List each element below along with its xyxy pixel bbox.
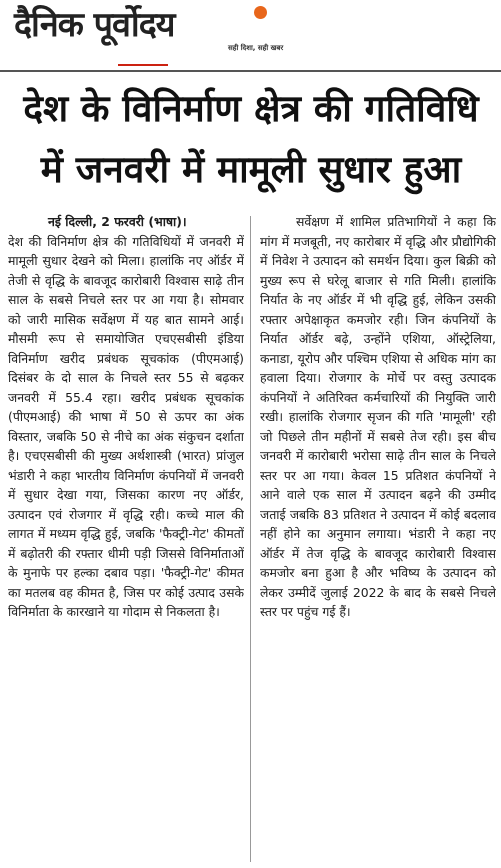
- article-body-right: सर्वेक्षण में शामिल प्रतिभागियों ने कहा कि मांग में मजबूती, नए कारोबार में वृद्धि और प्रौद्योगिकी में निवेश ने उत्पादन को समर्थन दिया। कुल बिक्री को मुख्य रूप से घरेलू बाजार से गति मिली। हालांकि निर्यात के नए ऑर्डर में भी वृद्धि हुई, लेकिन उसकी रफ्तार अपेक्षाकृत कमजोर रही। जिन कंपनियों के निर्यात ऑर्डर बढ़े, उन्होंने एशिया, ऑस्ट्रेलिया, कनाडा, यूरोप और पश्चिम एशिया से अधिक मांग का हवाला दिया। रोजगार के मोर्चे पर वस्तु उत्पादक कंपनियों ने अतिरिक्त कर्मचारियों की नियुक्ति जारी रखी। हालांकि रोजगार सृजन की गति 'मामूली' रही जो पिछले तीन महीनों में सबसे तेज रही। इस बीच जनवरी में कारोबारी भरोसा साढ़े तीन साल के निचले स्तर पर आ गया। केवल 15 प्रतिशत कंपनियों ने आने वाले एक साल में उत्पादन बढ़ने की उम्मीद जताई जबकि 83 प्रतिशत ने उत्पादन में कोई बदलाव नहीं होने का अनुमान लगाया। भंडारी ने कहा नए ऑर्डर में तेज वृद्धि के बावजूद कारोबारी विश्वास कमजोर बना हुआ है और भविष्य के उत्पादन को लेकर उम्मीदें जुलाई 2022 के बाद के सबसे निचले स्तर पर पहुंच गई हैं।: [260, 214, 496, 619]
- article-headline: देश के विनिर्माण क्षेत्र की गतिविधि में जनवरी में मामूली सुधार हुआ: [23, 86, 479, 191]
- masthead-divider: [0, 70, 501, 72]
- masthead-red-rule: [118, 64, 168, 66]
- tagline: सही दिशा, सही खबर: [228, 44, 284, 52]
- masthead: [0, 0, 501, 62]
- sun-icon: [254, 6, 267, 19]
- column-divider: [250, 216, 251, 862]
- article-body-left: देश की विनिर्माण क्षेत्र की गतिविधियों में जनवरी में मामूली सुधार देखने को मिला। हालांकि नए ऑर्डर में तेजी से वृद्धि के बावजूद कारोबारी विश्वास साढ़े तीन साल के सबसे निचले स्तर पर आ गया है। सोमवार को जारी मासिक सर्वेक्षण में यह बात सामने आई। मौसमी रूप से समायोजित एचएसबीसी इंडिया विनिर्माण खरीद प्रबंधक सूचकांक (पीएमआई) दिसंबर के दो साल के निचले स्तर 55 से बढ़कर जनवरी में 55.4 रहा। खरीद प्रबंधक सूचकांक (पीएमआई) की भाषा में 50 से ऊपर का अंक विस्तार, जबकि 50 से नीचे का अंक संकुचन दर्शाता है। एचएसबीसी की मुख्य अर्थशास्त्री (भारत) प्रांजुल भंडारी ने कहा भारतीय विनिर्माण कंपनियों में जनवरी में सुधार देखा गया, जिसका कारण नए ऑर्डर, उत्पादन एवं रोजगार में वृद्धि रही। कच्चे माल की लागत में मध्यम वृद्धि हुई, जबकि 'फैक्ट्री-गेट' कीमतों में बढ़ोतरी की रफ्तार धीमी पड़ी जिससे विनिर्माताओं के मुनाफे पर हल्का दबाव पड़ा। 'फैक्ट्री-गेट' कीमत का मतलब वह कीमत है, जिस पर कोई उत्पाद उसके विनिर्माता के कारखाने या गोदाम से निकलता है।: [8, 233, 244, 619]
- article-column-left: [8, 212, 244, 862]
- dateline: नई दिल्ली, 2 फरवरी (भाषा)।: [48, 214, 187, 229]
- article-column-right: [260, 212, 496, 862]
- newspaper-logo: दैनिक पूर्वोदय: [14, 5, 175, 45]
